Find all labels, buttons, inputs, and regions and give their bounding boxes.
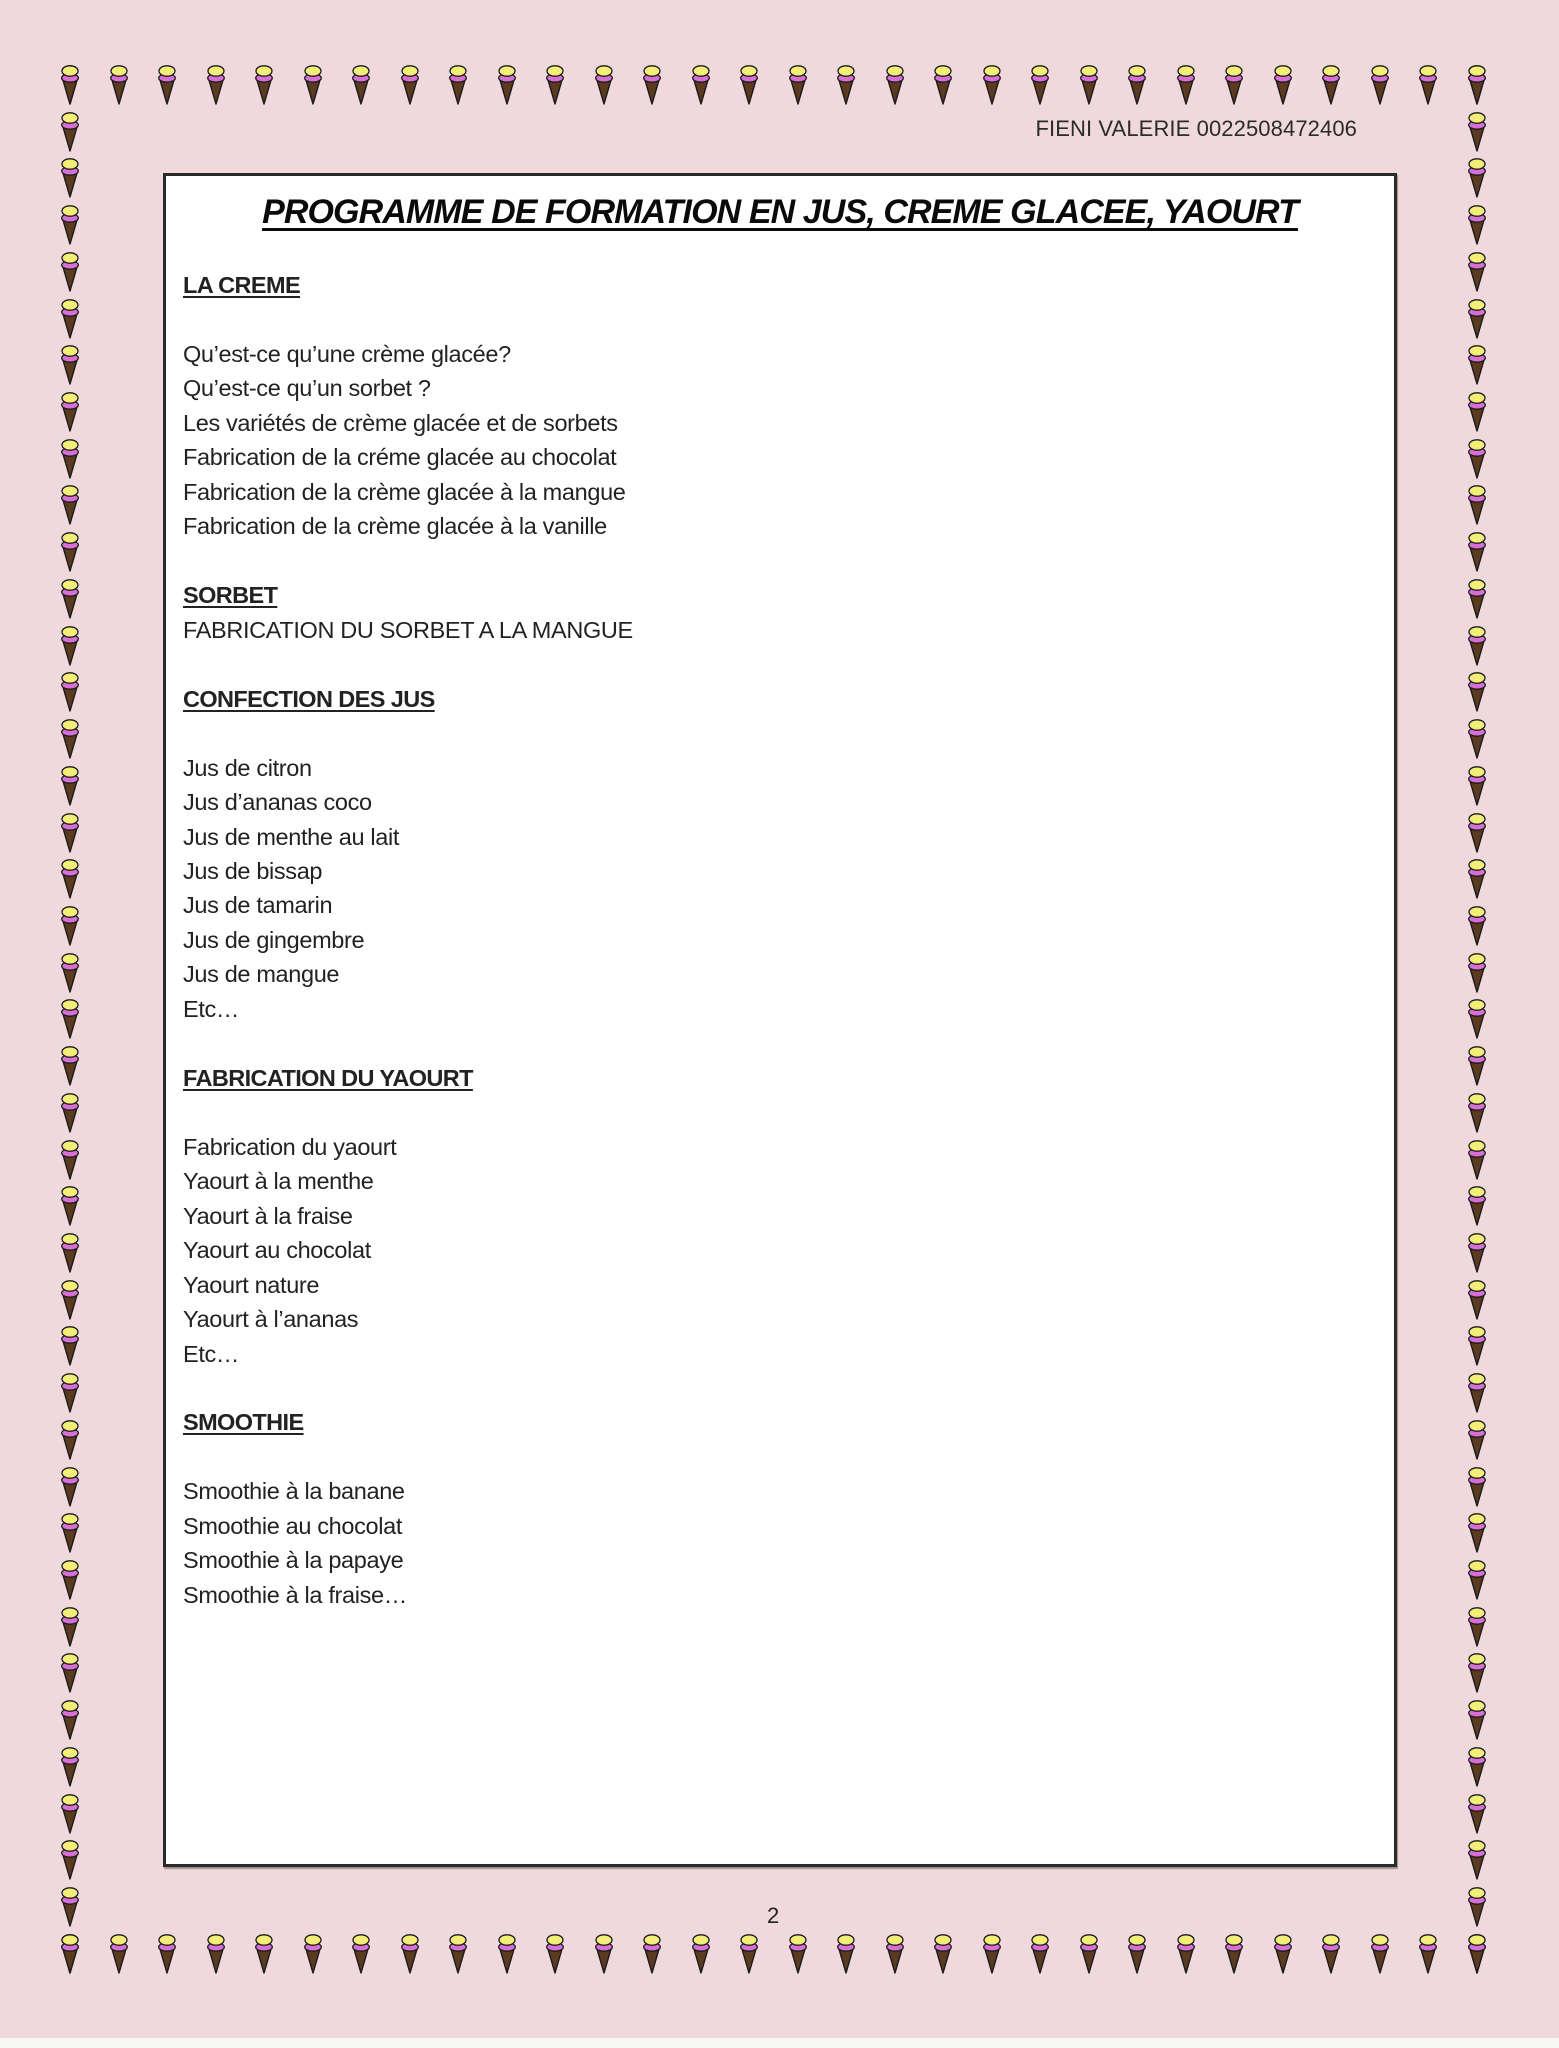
list-item: Jus de bissap	[183, 857, 323, 884]
ice-cream-cone-icon	[739, 1932, 759, 1974]
list-item: Yaourt à l’ananas	[183, 1306, 359, 1333]
ice-cream-cone-icon	[1127, 63, 1147, 105]
ice-cream-cone-icon	[1467, 764, 1487, 806]
ice-cream-cone-icon	[1370, 1932, 1390, 1974]
ice-cream-cone-icon	[1467, 1278, 1487, 1320]
ice-cream-cone-icon	[545, 1932, 565, 1974]
ice-cream-cone-icon	[1079, 63, 1099, 105]
section-heading: SORBET	[183, 582, 278, 609]
list-item: Yaourt nature	[183, 1271, 320, 1298]
spacer	[183, 1026, 1374, 1060]
ice-cream-cone-icon	[594, 1932, 614, 1974]
ice-cream-cone-icon	[60, 577, 80, 619]
list-item: Yaourt à la menthe	[183, 1168, 374, 1195]
ice-cream-cone-icon	[60, 483, 80, 525]
ice-cream-cone-icon	[60, 437, 80, 479]
ice-cream-cone-icon	[1370, 63, 1390, 105]
ice-cream-cone-icon	[1127, 1932, 1147, 1974]
ice-cream-cone-icon	[836, 63, 856, 105]
ice-cream-cone-icon	[206, 63, 226, 105]
section-heading: LA CREME	[183, 272, 301, 298]
list-item: FABRICATION DU SORBET A LA MANGUE	[183, 616, 633, 643]
ice-cream-cone-icon	[1467, 997, 1487, 1039]
spacer	[183, 1095, 1374, 1129]
list-item: Les variétés de crème glacée et de sorbets	[183, 409, 618, 436]
ice-cream-cone-icon	[60, 1605, 80, 1647]
ice-cream-cone-icon	[60, 63, 80, 105]
list-item: Fabrication de la crème glacée à la mangue	[183, 478, 626, 505]
ice-cream-cone-icon	[1030, 1932, 1050, 1974]
section-fabrication-du-yaourt	[183, 1061, 1374, 1371]
list-item: Jus d’ananas coco	[183, 789, 372, 816]
ice-cream-cone-icon	[60, 1371, 80, 1413]
list-item: Smoothie à la fraise…	[183, 1581, 407, 1608]
ice-cream-cone-icon	[1467, 1745, 1487, 1787]
ice-cream-cone-icon	[497, 63, 517, 105]
ice-cream-cone-icon	[60, 203, 80, 245]
ice-cream-cone-icon	[836, 1932, 856, 1974]
ice-cream-cone-icon	[885, 63, 905, 105]
ice-cream-cone-icon	[1467, 1558, 1487, 1600]
ice-cream-cone-icon	[1467, 250, 1487, 292]
list-item: Jus de citron	[183, 754, 312, 781]
ice-cream-cone-icon	[60, 156, 80, 198]
list-item: Etc…	[183, 995, 240, 1022]
spacer	[183, 544, 1374, 578]
ice-cream-cone-icon	[1467, 1231, 1487, 1273]
ice-cream-cone-icon	[60, 1184, 80, 1226]
section-smoothie	[183, 1405, 1374, 1612]
ice-cream-cone-icon	[1467, 811, 1487, 853]
ice-cream-cone-icon	[1467, 951, 1487, 993]
ice-cream-cone-icon	[60, 1745, 80, 1787]
ice-cream-cone-icon	[60, 1511, 80, 1553]
spacer	[183, 1440, 1374, 1474]
ice-cream-cone-icon	[1467, 1511, 1487, 1553]
ice-cream-cone-icon	[1467, 904, 1487, 946]
ice-cream-cone-icon	[1467, 1324, 1487, 1366]
header-author-phone: FIENI VALERIE 0022508472406	[1035, 116, 1357, 141]
ice-cream-cone-icon	[60, 951, 80, 993]
ice-cream-cone-icon	[1467, 1651, 1487, 1693]
page-number: 2	[767, 1903, 780, 1928]
ice-cream-cone-icon	[1467, 437, 1487, 479]
ice-cream-border-top	[60, 63, 1487, 105]
ice-cream-cone-icon	[1467, 343, 1487, 385]
ice-cream-cone-icon	[1467, 717, 1487, 759]
list-item: Fabrication du yaourt	[183, 1133, 397, 1160]
list-item: Smoothie au chocolat	[183, 1512, 403, 1539]
list-item: Jus de mangue	[183, 961, 340, 988]
ice-cream-cone-icon	[60, 1278, 80, 1320]
ice-cream-cone-icon	[60, 1698, 80, 1740]
list-item: Qu’est-ce qu’une crème glacée?	[183, 340, 511, 367]
list-item: Fabrication de la créme glacée au chocolat	[183, 444, 617, 471]
ice-cream-cone-icon	[1467, 1838, 1487, 1880]
ice-cream-cone-icon	[1273, 1932, 1293, 1974]
ice-cream-cone-icon	[1467, 530, 1487, 572]
ice-cream-cone-icon	[933, 1932, 953, 1974]
content-frame	[163, 173, 1397, 1867]
ice-cream-cone-icon	[1176, 1932, 1196, 1974]
list-item: Qu’est-ce qu’un sorbet ?	[183, 375, 431, 402]
ice-cream-cone-icon	[1467, 297, 1487, 339]
ice-cream-cone-icon	[60, 717, 80, 759]
ice-cream-cone-icon	[60, 764, 80, 806]
ice-cream-cone-icon	[1273, 63, 1293, 105]
ice-cream-cone-icon	[60, 1465, 80, 1507]
list-item: Jus de tamarin	[183, 892, 333, 919]
ice-cream-cone-icon	[400, 63, 420, 105]
ice-cream-cone-icon	[60, 250, 80, 292]
ice-cream-cone-icon	[60, 110, 80, 152]
ice-cream-cone-icon	[885, 1932, 905, 1974]
ice-cream-cone-icon	[60, 1558, 80, 1600]
ice-cream-cone-icon	[1321, 1932, 1341, 1974]
spacer	[183, 716, 1374, 750]
ice-cream-cone-icon	[1418, 63, 1438, 105]
ice-cream-cone-icon	[1467, 624, 1487, 666]
ice-cream-cone-icon	[60, 1932, 80, 1974]
ice-cream-cone-icon	[1467, 1698, 1487, 1740]
ice-cream-cone-icon	[1030, 63, 1050, 105]
ice-cream-cone-icon	[1176, 63, 1196, 105]
ice-cream-cone-icon	[1467, 1184, 1487, 1226]
section-heading: FABRICATION DU YAOURT	[183, 1064, 473, 1091]
list-item: Smoothie à la papaye	[183, 1547, 404, 1574]
section-la-creme	[183, 268, 1374, 544]
ice-cream-cone-icon	[400, 1932, 420, 1974]
ice-cream-cone-icon	[545, 63, 565, 105]
ice-cream-cone-icon	[60, 1044, 80, 1086]
ice-cream-cone-icon	[109, 1932, 129, 1974]
list-item: Yaourt à la fraise	[183, 1202, 353, 1229]
ice-cream-cone-icon	[642, 63, 662, 105]
ice-cream-cone-icon	[60, 1324, 80, 1366]
ice-cream-cone-icon	[691, 63, 711, 105]
ice-cream-cone-icon	[60, 1138, 80, 1180]
page-title: PROGRAMME DE FORMATION EN JUS, CREME GLACEE, YAOURT	[262, 193, 1298, 231]
ice-cream-cone-icon	[254, 1932, 274, 1974]
ice-cream-cone-icon	[594, 63, 614, 105]
ice-cream-cone-icon	[448, 1932, 468, 1974]
list-item: Smoothie à la banane	[183, 1478, 405, 1505]
ice-cream-cone-icon	[933, 63, 953, 105]
ice-cream-cone-icon	[1467, 1371, 1487, 1413]
ice-cream-cone-icon	[1418, 1932, 1438, 1974]
ice-cream-cone-icon	[60, 1651, 80, 1693]
ice-cream-cone-icon	[1467, 156, 1487, 198]
ice-cream-cone-icon	[1467, 1138, 1487, 1180]
ice-cream-cone-icon	[303, 1932, 323, 1974]
ice-cream-cone-icon	[1467, 1465, 1487, 1507]
section-confection-des-jus	[183, 682, 1374, 1027]
ice-cream-cone-icon	[1467, 670, 1487, 712]
ice-cream-cone-icon	[60, 1885, 80, 1927]
ice-cream-cone-icon	[60, 670, 80, 712]
ice-cream-cone-icon	[982, 63, 1002, 105]
ice-cream-border-right	[1467, 63, 1487, 1974]
section-heading: CONFECTION DES JUS	[183, 685, 435, 712]
ice-cream-cone-icon	[60, 624, 80, 666]
ice-cream-cone-icon	[497, 1932, 517, 1974]
ice-cream-cone-icon	[60, 1091, 80, 1133]
ice-cream-cone-icon	[982, 1932, 1002, 1974]
ice-cream-cone-icon	[788, 63, 808, 105]
ice-cream-cone-icon	[1467, 1605, 1487, 1647]
section-heading: SMOOTHIE	[183, 1409, 304, 1436]
section-sorbet	[183, 578, 1374, 647]
ice-cream-cone-icon	[60, 904, 80, 946]
ice-cream-cone-icon	[157, 1932, 177, 1974]
ice-cream-border-bottom	[60, 1932, 1487, 1974]
ice-cream-cone-icon	[60, 390, 80, 432]
ice-cream-cone-icon	[1467, 63, 1487, 105]
ice-cream-cone-icon	[60, 1838, 80, 1880]
ice-cream-cone-icon	[60, 811, 80, 853]
list-item: Yaourt au chocolat	[183, 1237, 371, 1264]
spacer	[183, 302, 1374, 336]
ice-cream-cone-icon	[1467, 1792, 1487, 1834]
ice-cream-cone-icon	[60, 1231, 80, 1273]
ice-cream-cone-icon	[254, 63, 274, 105]
ice-cream-cone-icon	[60, 343, 80, 385]
ice-cream-cone-icon	[303, 63, 323, 105]
ice-cream-cone-icon	[1467, 390, 1487, 432]
list-item: Jus de gingembre	[183, 926, 365, 953]
ice-cream-cone-icon	[1467, 1044, 1487, 1086]
ice-cream-cone-icon	[206, 1932, 226, 1974]
ice-cream-cone-icon	[1321, 63, 1341, 105]
ice-cream-cone-icon	[1079, 1932, 1099, 1974]
ice-cream-cone-icon	[1224, 63, 1244, 105]
spacer	[183, 1371, 1374, 1405]
ice-cream-cone-icon	[60, 1418, 80, 1460]
ice-cream-cone-icon	[1467, 577, 1487, 619]
ice-cream-cone-icon	[1467, 1418, 1487, 1460]
ice-cream-cone-icon	[642, 1932, 662, 1974]
ice-cream-cone-icon	[1224, 1932, 1244, 1974]
ice-cream-cone-icon	[60, 857, 80, 899]
ice-cream-cone-icon	[60, 530, 80, 572]
spacer	[183, 647, 1374, 681]
ice-cream-cone-icon	[109, 63, 129, 105]
ice-cream-cone-icon	[351, 63, 371, 105]
ice-cream-cone-icon	[788, 1932, 808, 1974]
ice-cream-cone-icon	[60, 1792, 80, 1834]
ice-cream-cone-icon	[1467, 1932, 1487, 1974]
ice-cream-cone-icon	[691, 1932, 711, 1974]
ice-cream-cone-icon	[1467, 857, 1487, 899]
ice-cream-cone-icon	[1467, 203, 1487, 245]
ice-cream-cone-icon	[60, 297, 80, 339]
ice-cream-cone-icon	[1467, 1091, 1487, 1133]
ice-cream-border-left	[60, 63, 80, 1974]
ice-cream-cone-icon	[739, 63, 759, 105]
ice-cream-cone-icon	[1467, 483, 1487, 525]
ice-cream-cone-icon	[1467, 1885, 1487, 1927]
list-item: Fabrication de la crème glacée à la vanille	[183, 513, 607, 540]
ice-cream-cone-icon	[1467, 110, 1487, 152]
list-item: Jus de menthe au lait	[183, 823, 400, 850]
list-item: Etc…	[183, 1340, 240, 1367]
ice-cream-cone-icon	[60, 997, 80, 1039]
program-body	[183, 268, 1374, 1612]
ice-cream-cone-icon	[157, 63, 177, 105]
ice-cream-cone-icon	[351, 1932, 371, 1974]
ice-cream-cone-icon	[448, 63, 468, 105]
